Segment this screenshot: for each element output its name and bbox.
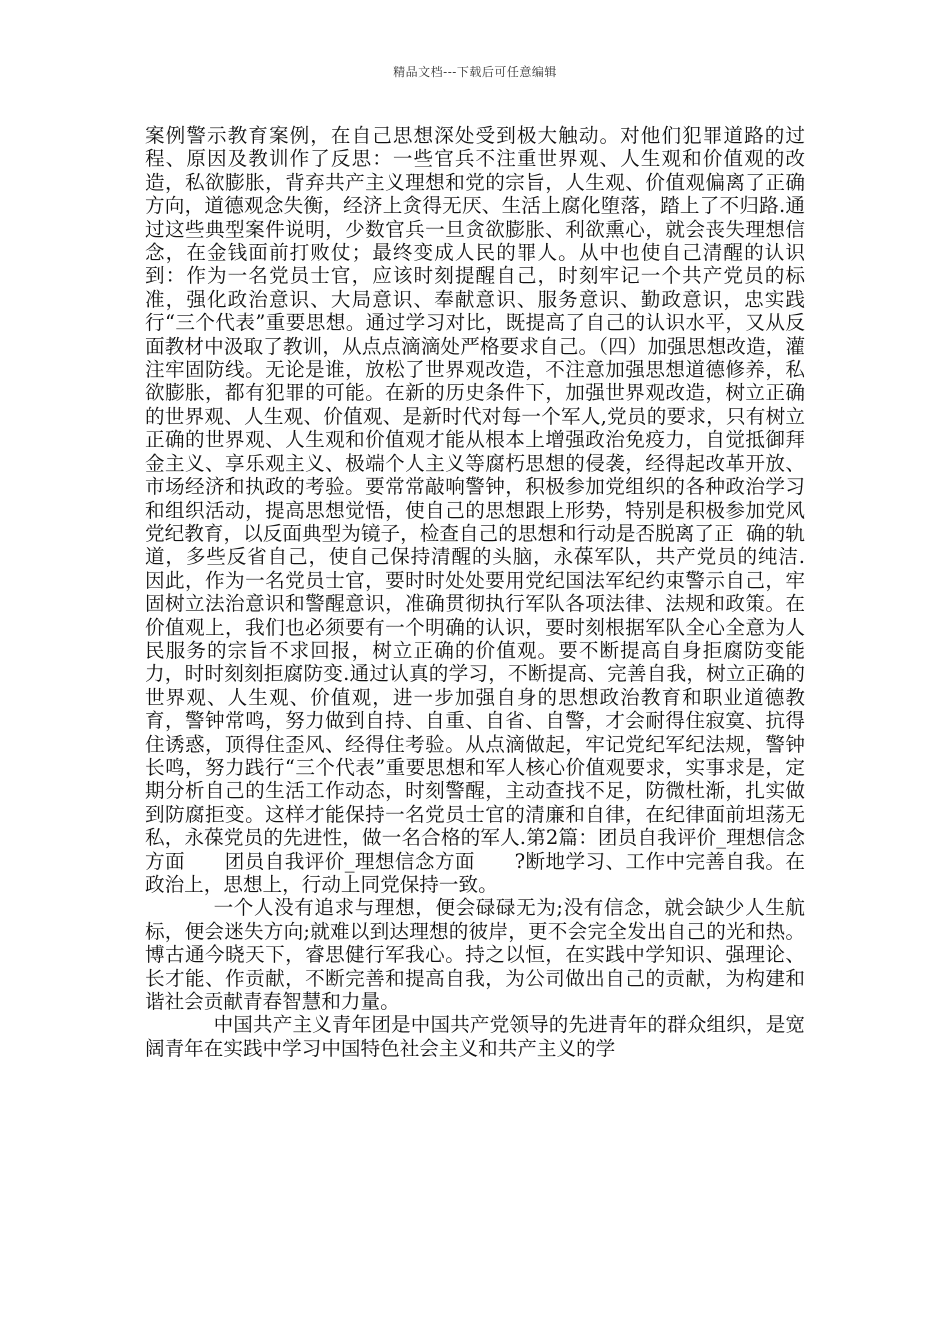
body-paragraph-1: 案例警示教育案例，在自己思想深处受到极大触动。对他们犯罪道路的过程、原因及教训作了反思：一些官兵不注重世界观、人生观和价值观的改造，私欲膨胀，背弃共产主义理想和党的宗旨，人生观、价值观偏离了正确方向，道德观念失衡，经济上贪得无厌、生活上腐化堕落，踏上了不归路.通过这些典型案件说明，少数官兵一旦贪欲膨胀、利欲熏心，就会丧失理想信念，在金钱面前打败仗；最终变成人民的罪人。从中也使自己清醒的认识到：作为一名党员士官，应该时刻提醒自己，时刻牢记一个共产党员的标准，强化政治意识、大局意识、奉献意识、服务意识、勤政意识，忠实践行“三个代表”重要思想。通过学习对比，既提高了自己的认识水平，又从反面教材中汲取了教训，从点点滴滴处严格要求自己。（四）加强思想改造，灌注牢固防线。无论是谁，放松了世界观改造，不注意加强思想道德修养，私欲膨胀，都有犯罪的可能。在新的历史条件下，加强世界观改造，树立正确的世界观、人生观、价值观、是新时代对每一个军人,党员的要求，只有树立正确的世界观、人生观和价值观才能从根本上增强政治免疫力，自觉抵御拜金主义、享乐观主义、极端个人主义等腐朽思想的侵袭，经得起改革开放、市场经济和执政的考验。要常常敲响警钟，积极参加党组织的各种政治学习和组织活动，提高思想觉悟，使自己的思想跟上形势，特别是积极参加党风党纪教育，以反面典型为镜子，检查自己的思想和行动是否脱离了正 确的轨道，多些反省自己，使自己保持清醒的头脑，永葆军队，共产党员的纯洁. 因此，作为一名党员士官，要时时处处要用党纪国法军纪约束警示自己，牢固树立法治意识和警醒意识，准确贯彻执行军队各项法律、法规和政策。在价值观上，我们也必须要有一个明确的认识，要时刻根据军队全心全意为人民服务的宗旨不求回报，树立正确的价值观。要不断提高自身拒腐防变能力，时时刻刻拒腐防变.通过认真的学习，不断提高、完善自我，树立正确的世界观、人生观、价值观，进一步加强自身的思想政治教育和职业道德教育，警钟常鸣，努力做到自持、自重、自省、自警，才会耐得住寂寞、抗得住诱惑，顶得住歪风、经得住考验。从点滴做起，牢记党纪军纪法规，警钟长鸣，努力践行“三个代表”重要思想和军人核心价值观要求，实事求是，定期分析自己的生活工作动态，时刻警醒，主动查找不足，防微杜渐，扎实做到防腐拒变。这样才能保持一名党员士官的清廉和自律，在纪律面前坦荡无私，永葆党员的先进性，做一名合格的军人.第2篇：团员自我评价_理想信念方面 团员自我评价_理想信念方面 ?断地学习、工作中完善自我。在政治上，思想上，行动上同党保持一致。 <box>145 124 837 896</box>
page-header: 精品文档---下载后可任意编辑 <box>393 65 557 79</box>
body-paragraph-2: 一个人没有追求与理想，便会碌碌无为;没有信念，就会缺少人生航标，便会迷失方向;就难以到达理想的彼岸，更不会完全发出自己的光和热。博古通今晓天下，睿思健行军我心。持之以恒，在实践中学知识、强理论、长才能、作贡献，不断完善和提高自我，为公司做出自己的贡献，为构建和谐社会贡献青春智慧和力量。 <box>145 896 805 1014</box>
body-paragraph-3: 中国共产主义青年团是中国共产党领导的先进青年的群众组织，是宽阔青年在实践中学习中国特色社会主义和共产主义的学 <box>145 1013 805 1060</box>
document-body <box>145 124 837 1060</box>
